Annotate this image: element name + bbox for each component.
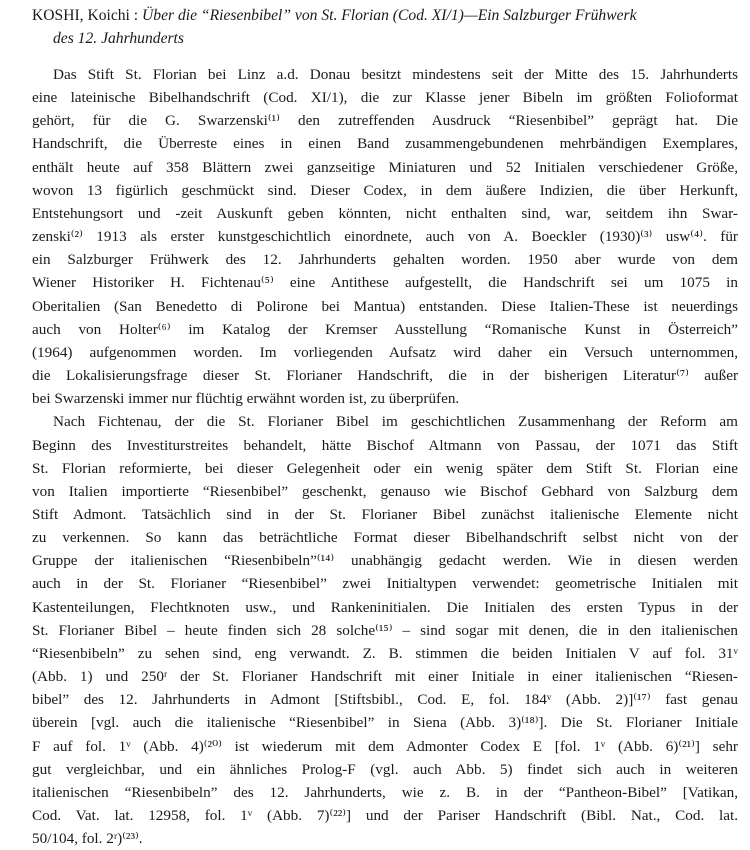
text-line: Nach Fichtenau, der die St. Florianer Bibel im geschichtlichen Zusammenhang der Reform am [53, 413, 738, 431]
article-title-line-1: Über die “Riesenbibel” von St. Florian (Cod. XI/1)—Ein Salzburger Frühwerk [142, 7, 637, 24]
text-line: Cod. Vat. lat. 12958, fol. 1ᵛ (Abb. 7)⁽²²⁾] und der Pariser Handschrift (Bibl. Nat., Cod. lat. [32, 807, 738, 824]
text-line: die Lokalisierungsfrage dieser St. Florianer Handschrift, die in der bisherigen Literatur⁽⁷⁾ außer [32, 367, 738, 385]
text-line: Kastenteilungen, Flechtknoten usw., und Rankeninitialen. Die Initialen des ersten Typus in der [32, 598, 738, 616]
text-line: (Abb. 1) und 250ʳ der St. Florianer Handschrift mit einer Initiale in einer italienischen “Riesen- [32, 668, 738, 686]
text-line: eine lateinische Bibelhandschrift (Cod. XI/1), die zur Klasse jener Bibeln im größten Folioformat [32, 89, 738, 107]
author-name: KOSHI, Koichi : [32, 7, 143, 24]
text-line: bei Swarzenski immer nur flüchtig erwähnt worden ist, zu überprüfen. [32, 390, 460, 408]
text-line: F auf fol. 1ᵛ (Abb. 4)⁽²⁰⁾ ist wiederum mit dem Admonter Codex E [fol. 1ᵛ (Abb. 6)⁽²¹⁾] sehr [32, 737, 738, 755]
text-line: Beginn des Investiturstreites behandelt, hätte Bischof Altmann von Passau, der 1071 das Stift [32, 436, 738, 454]
article-heading [32, 4, 738, 50]
text-line: “Riesenbibeln” zu sehen sind, eng verwandt. Z. B. stimmen die beiden Initialen V auf fol. 31ᵛ [32, 644, 738, 662]
text-line: Das Stift St. Florian bei Linz a.d. Donau besitzt mindestens seit der Mitte des 15. Jahrhunderts [53, 66, 738, 83]
article-title-line-2: des 12. Jahrhunderts [53, 30, 184, 47]
text-line: italienischen “Riesenbibeln” des 12. Jahrhunderts, wie z. B. in der “Pantheon-Bibel” [Vatikan, [32, 783, 738, 801]
text-line: wovon 13 figürlich geschmückt sind. Dieser Codex, in dem äußere Indizien, die über Herkunft, [32, 181, 738, 199]
text-line: enthält heute auf 358 Blättern zwei ganzseitige Miniaturen und 52 Initialen verschiedener Größe, [32, 158, 738, 176]
text-line: zu verkennen. So kann das beträchtliche Format dieser Bibelhandschrift selbst nicht von der [32, 529, 738, 547]
text-line: auch von Holter⁽⁶⁾ im Katalog der Kremser Ausstellung “Romanische Kunst in Österreich” [32, 320, 738, 338]
text-line: St. Florian reformierte, bei dieser Gelegenheit oder ein wenig später dem Stift St. Florian eine [32, 459, 738, 477]
text-line: gehört, für die G. Swarzenski⁽¹⁾ den zutreffenden Ausdruck “Riesenbibel” geprägt hat. Die [32, 112, 738, 130]
text-line: ein Salzburger Frühwerk des 12. Jahrhunderts gehalten worden. 1950 aber wurde von dem [32, 251, 738, 269]
text-line: Stift Admont. Tatsächlich sind in der St. Florianer Bibel zunächst italienische Elemente nicht [32, 505, 738, 523]
text-line: bibel” des 12. Jahrhunderts in Admont [Stiftsbibl., Cod. E, fol. 184ᵛ (Abb. 2)]⁽¹⁷⁾ fast genau [32, 691, 738, 709]
text-line: Entstehungsort und -zeit Auskunft geben könnten, nicht enthalten sind, war, seitdem ihn Swar- [32, 204, 738, 222]
text-line: von Italien importierte “Riesenbibel” geschenkt, genauso wie Bischof Gebhard von Salzburg dem [32, 482, 738, 500]
text-line: (1964) aufgenommen worden. Im vorliegenden Aufsatz wird daher ein Versuch unternommen, [32, 343, 738, 361]
text-line: Handschrift, die Überreste eines in einen Band zusammengebundenen mehrbändigen Exemplares, [32, 135, 738, 153]
article-page [32, 4, 738, 850]
text-line: St. Florianer Bibel – heute finden sich 28 solche⁽¹⁵⁾ – sind sogar mit denen, die in den italienischen [32, 621, 738, 639]
paragraph-2 [32, 410, 738, 850]
text-line: Wiener Historiker H. Fichtenau⁽⁵⁾ eine Antithese aufgestellt, die Handschrift sei um 1075 in [32, 274, 738, 292]
text-line: Gruppe der italienischen “Riesenbibeln”⁽¹⁴⁾ unabhängig gedacht werden. Wie in diesen werden [32, 552, 738, 570]
text-line: Oberitalien (San Benedetto di Polirone bei Mantua) entstanden. Diese Italien-These ist neuerdings [32, 297, 738, 315]
text-line: überein [vgl. auch die italienische “Riesenbibel” in Siena (Abb. 3)⁽¹⁸⁾]. Die St. Florianer Initiale [32, 714, 738, 732]
text-line: 50/104, fol. 2ʳ)⁽²³⁾. [32, 830, 143, 848]
text-line: auch in der St. Florianer “Riesenbibel” zwei Initialtypen verwendet: geometrische Initialen mit [32, 575, 738, 593]
paragraph-1 [32, 63, 738, 410]
text-line: zenski⁽²⁾ 1913 als erster kunstgeschichtlich einordnete, auch von A. Boeckler (1930)⁽³⁾ usw⁽⁴⁾. für [32, 228, 738, 246]
text-line: gut vergleichbar, und ein ähnliches Prolog-F (vgl. auch Abb. 5) findet sich auch in weiteren [32, 760, 738, 778]
